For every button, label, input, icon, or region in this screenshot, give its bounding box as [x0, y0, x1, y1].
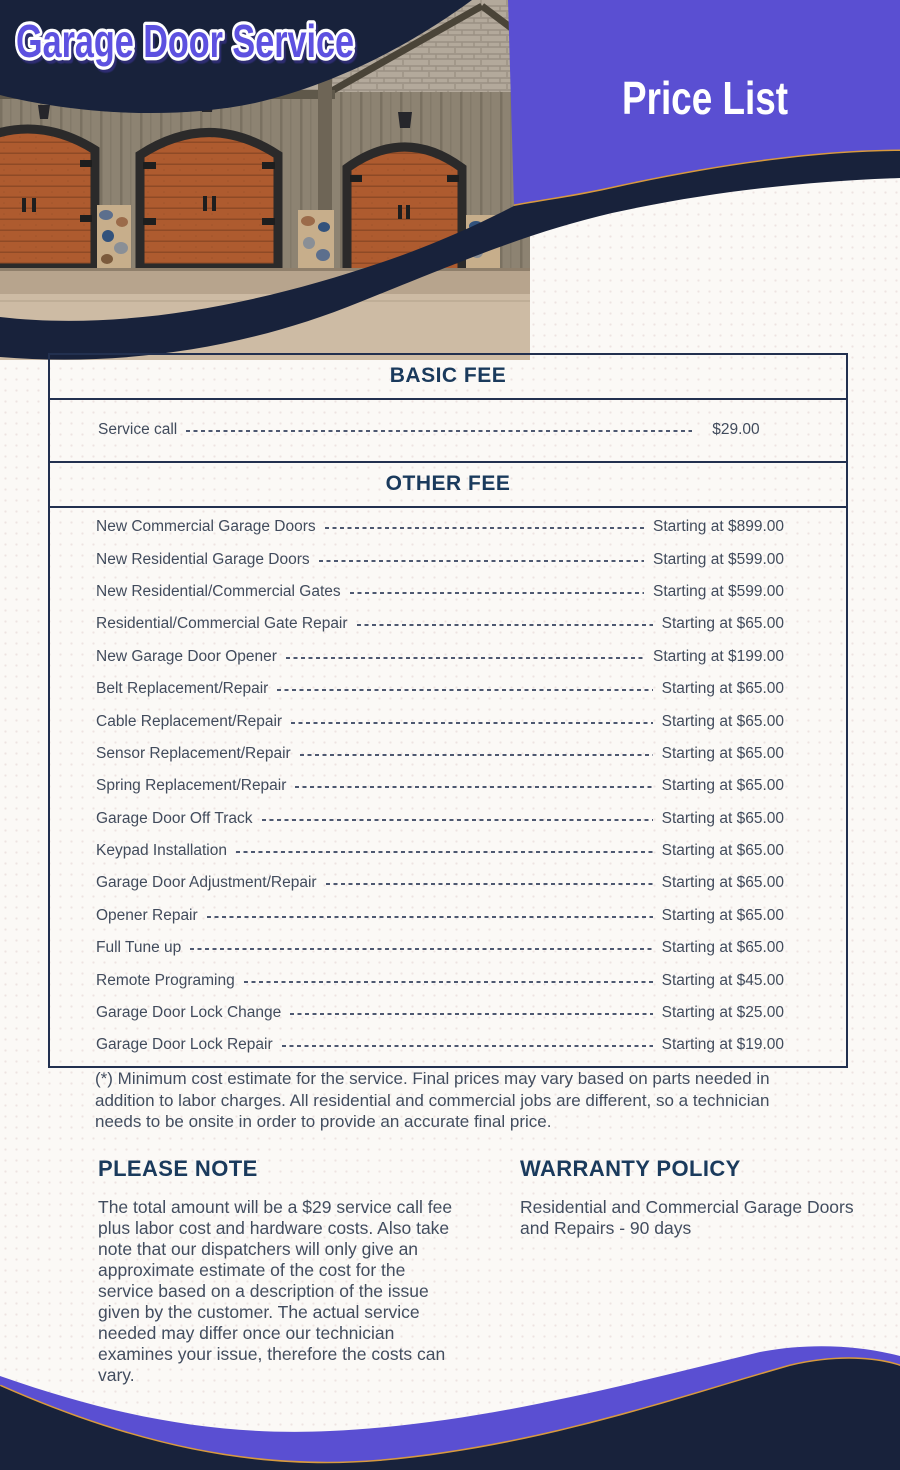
logo-text: Garage Door Service	[16, 15, 354, 67]
page-title: Price List	[622, 72, 788, 124]
fee-row	[50, 673, 846, 705]
warranty-section	[520, 1156, 872, 1239]
please-note-body: The total amount will be a $29 service call fee plus labor cost and hardware costs. Also take note that our dispatchers will only give an approximate estimate of the cost for the service based on a description of the issue given by the customer. The actual service needed may differ once our technician examines your issue, therefore the costs can vary.	[98, 1197, 453, 1385]
fee-price: Starting at $65.00	[661, 744, 784, 762]
fee-price: Starting at $65.00	[661, 712, 784, 730]
fee-price: Starting at $45.00	[661, 971, 784, 989]
fee-label: Full Tune up	[96, 939, 182, 957]
fee-label: Service call	[98, 421, 178, 438]
fee-price: Starting at $65.00	[661, 906, 784, 924]
fee-label: New Residential/Commercial Gates	[96, 582, 341, 600]
fee-label: Garage Door Lock Change	[96, 1004, 282, 1022]
fee-row	[50, 608, 846, 640]
fee-row	[50, 543, 846, 575]
fee-price: Starting at $25.00	[661, 1004, 784, 1022]
fee-table	[48, 353, 848, 1068]
navy-footer-wave	[0, 1359, 900, 1470]
header-graphic	[0, 0, 900, 360]
dashed-leader	[186, 430, 692, 432]
fee-price: Starting at $599.00	[653, 550, 784, 568]
dashed-leader	[290, 1013, 652, 1015]
fee-label: Opener Repair	[96, 906, 198, 924]
dashed-leader	[244, 981, 653, 983]
fee-label: New Commercial Garage Doors	[96, 518, 316, 536]
fee-row	[50, 511, 846, 543]
dashed-leader	[236, 851, 653, 853]
basic-fee-header: BASIC FEE	[50, 355, 846, 400]
stone-pillar	[298, 210, 334, 275]
fee-price: Starting at $65.00	[661, 874, 784, 892]
dashed-leader	[190, 948, 652, 950]
basic-fee-section	[50, 400, 846, 461]
fee-label: Cable Replacement/Repair	[96, 712, 283, 730]
please-note-title: PLEASE NOTE	[98, 1156, 258, 1181]
dashed-leader	[295, 786, 652, 788]
dashed-leader	[282, 1045, 653, 1047]
fee-row	[50, 932, 846, 964]
fee-label: Garage Door Adjustment/Repair	[96, 874, 317, 892]
fee-label: Garage Door Off Track	[96, 809, 253, 827]
dashed-leader	[277, 689, 652, 691]
fee-price: Starting at $65.00	[661, 680, 784, 698]
dashed-leader	[325, 527, 644, 529]
dashed-leader	[350, 592, 644, 594]
fee-price: Starting at $65.00	[661, 939, 784, 957]
fee-price: Starting at $65.00	[661, 842, 784, 860]
warranty-body: Residential and Commercial Garage Doors and Repairs - 90 days	[520, 1197, 854, 1238]
fee-price: Starting at $899.00	[653, 518, 784, 536]
dashed-leader	[286, 657, 644, 659]
fee-row	[50, 641, 846, 673]
garage-door-left	[0, 129, 95, 268]
dashed-leader	[207, 916, 653, 918]
fee-price: Starting at $199.00	[653, 647, 784, 665]
fee-row	[50, 867, 846, 899]
fee-label: New Garage Door Opener	[96, 647, 277, 665]
fee-price: Starting at $65.00	[661, 809, 784, 827]
dashed-leader	[300, 754, 653, 756]
fee-label: Belt Replacement/Repair	[96, 680, 269, 698]
fee-label: Garage Door Lock Repair	[96, 1036, 273, 1054]
fee-row-service-call	[50, 413, 846, 447]
garage-door-middle	[140, 133, 278, 269]
dashed-leader	[291, 722, 653, 724]
fee-row	[50, 770, 846, 802]
fee-row	[50, 705, 846, 737]
price-list-title-wrap	[508, 68, 900, 126]
fee-row	[50, 738, 846, 770]
disclaimer-text: (*) Minimum cost estimate for the service. Final prices may vary based on parts needed in addition to labor charges. All residential and commercial jobs are different, so a technician needs to be onsite in order to provide an accurate final price.	[95, 1069, 770, 1131]
fee-price: Starting at $599.00	[653, 582, 784, 600]
dashed-leader	[326, 883, 653, 885]
fee-row	[50, 964, 846, 996]
fee-row	[50, 900, 846, 932]
fee-row	[50, 997, 846, 1029]
fee-row	[50, 835, 846, 867]
fee-label: Keypad Installation	[96, 842, 227, 860]
dashed-leader	[319, 560, 644, 562]
footer-graphic	[0, 1300, 900, 1470]
fee-row	[50, 576, 846, 608]
dashed-leader	[357, 624, 653, 626]
fee-price: Starting at $65.00	[661, 615, 784, 633]
fee-label: Residential/Commercial Gate Repair	[96, 615, 348, 633]
fee-price: $29.00	[712, 421, 760, 438]
fee-price: Starting at $19.00	[661, 1036, 784, 1054]
warranty-title: WARRANTY POLICY	[520, 1156, 741, 1181]
fee-label: Spring Replacement/Repair	[96, 777, 287, 795]
fee-price: Starting at $65.00	[661, 777, 784, 795]
dashed-leader	[262, 819, 653, 821]
fee-label: Remote Programing	[96, 971, 235, 989]
stone-pillar	[97, 205, 131, 270]
fee-label: New Residential Garage Doors	[96, 550, 310, 568]
fee-row	[50, 1029, 846, 1061]
fee-label: Sensor Replacement/Repair	[96, 744, 291, 762]
other-fee-header: OTHER FEE	[50, 461, 846, 508]
fee-row	[50, 803, 846, 835]
other-fee-section	[50, 508, 846, 1066]
